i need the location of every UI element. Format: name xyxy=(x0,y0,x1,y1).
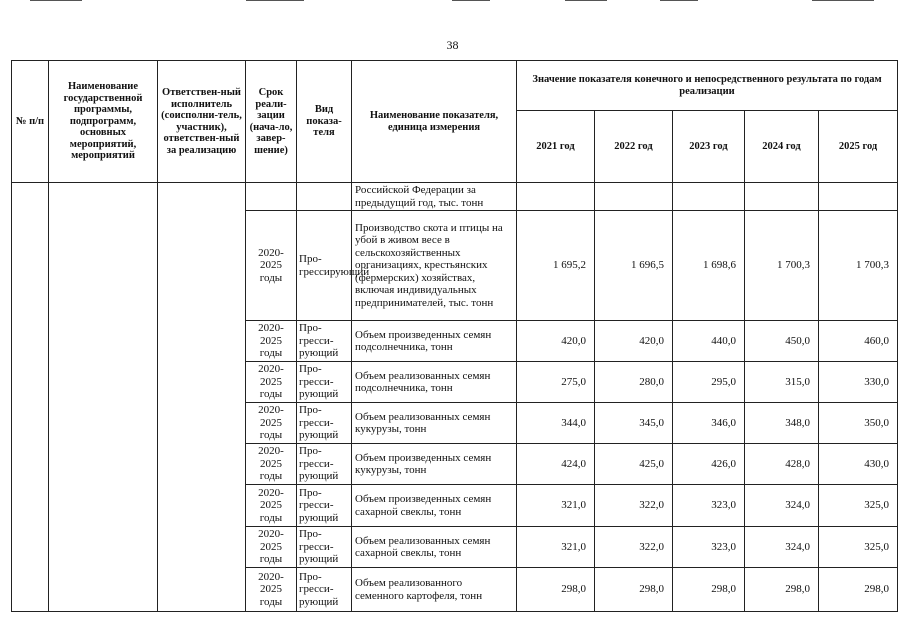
value-cell: 298,0 xyxy=(819,568,898,612)
value-cell: 1 700,3 xyxy=(745,211,819,321)
header-indicator: Наименование показателя, единица измерения xyxy=(352,61,517,183)
header-year: 2025 год xyxy=(819,111,898,183)
header-values-group: Значение показателя конечного и непосредственного результата по годам реализации xyxy=(517,61,898,111)
value-cell: 330,0 xyxy=(819,362,898,403)
type-cell: Про-гресси-рующий xyxy=(297,527,352,568)
value-cell xyxy=(819,183,898,211)
value-cell: 325,0 xyxy=(819,485,898,527)
value-cell: 424,0 xyxy=(517,444,595,485)
type-cell: Про-гресси-рующий xyxy=(297,444,352,485)
term-cell xyxy=(246,183,297,211)
type-cell xyxy=(297,183,352,211)
value-cell: 450,0 xyxy=(745,321,819,362)
type-cell: Про-гресси-рующий xyxy=(297,403,352,444)
value-cell xyxy=(517,183,595,211)
type-cell: Про-гресси-рующий xyxy=(297,362,352,403)
indicator-cell: Российской Федерации за предыдущий год, тыс. тонн xyxy=(352,183,517,211)
value-cell: 322,0 xyxy=(595,527,673,568)
type-cell: Про-гресси-рующий xyxy=(297,321,352,362)
value-cell: 440,0 xyxy=(673,321,745,362)
value-cell: 344,0 xyxy=(517,403,595,444)
program-cell xyxy=(49,183,158,612)
type-cell: Про-гресси-рующий xyxy=(297,568,352,612)
term-cell: 2020-2025 годы xyxy=(246,403,297,444)
value-cell xyxy=(745,183,819,211)
indicator-cell: Объем произведенных семян сахарной свеклы, тонн xyxy=(352,485,517,527)
value-cell: 1 698,6 xyxy=(673,211,745,321)
value-cell: 345,0 xyxy=(595,403,673,444)
type-cell: Про-гресси-рующий xyxy=(297,485,352,527)
term-cell: 2020-2025 годы xyxy=(246,211,297,321)
header-year: 2023 год xyxy=(673,111,745,183)
term-cell: 2020-2025 годы xyxy=(246,362,297,403)
header-year: 2021 год xyxy=(517,111,595,183)
executor-cell xyxy=(158,183,246,612)
indicator-cell: Объем реализованных семян сахарной свеклы, тонн xyxy=(352,527,517,568)
value-cell: 322,0 xyxy=(595,485,673,527)
term-cell: 2020-2025 годы xyxy=(246,485,297,527)
value-cell: 298,0 xyxy=(517,568,595,612)
indicators-table xyxy=(11,60,898,612)
value-cell: 460,0 xyxy=(819,321,898,362)
value-cell: 325,0 xyxy=(819,527,898,568)
value-cell: 426,0 xyxy=(673,444,745,485)
header-type: Вид показа-теля xyxy=(297,61,352,183)
value-cell: 1 700,3 xyxy=(819,211,898,321)
header-year: 2022 год xyxy=(595,111,673,183)
header-num: № п/п xyxy=(12,61,49,183)
value-cell xyxy=(673,183,745,211)
value-cell xyxy=(595,183,673,211)
indicator-cell: Объем произведенных семян кукурузы, тонн xyxy=(352,444,517,485)
header-program: Наименование государственной программы, подпрограмм, основных мероприятий, мероприятий xyxy=(49,61,158,183)
value-cell: 428,0 xyxy=(745,444,819,485)
page-number: 38 xyxy=(446,38,459,52)
value-cell: 1 696,5 xyxy=(595,211,673,321)
value-cell: 324,0 xyxy=(745,527,819,568)
indicator-cell: Объем реализованных семян кукурузы, тонн xyxy=(352,403,517,444)
value-cell: 275,0 xyxy=(517,362,595,403)
indicator-cell: Объем произведенных семян подсолнечника, тонн xyxy=(352,321,517,362)
term-cell: 2020-2025 годы xyxy=(246,321,297,362)
header-term: Срок реали-зации (нача-ло, завер-шение) xyxy=(246,61,297,183)
term-cell: 2020-2025 годы xyxy=(246,444,297,485)
term-cell: 2020-2025 годы xyxy=(246,527,297,568)
type-cell: Про-грессирующий xyxy=(297,211,352,321)
value-cell: 420,0 xyxy=(517,321,595,362)
num-cell xyxy=(12,183,49,612)
value-cell: 425,0 xyxy=(595,444,673,485)
value-cell: 430,0 xyxy=(819,444,898,485)
value-cell: 298,0 xyxy=(595,568,673,612)
value-cell: 323,0 xyxy=(673,485,745,527)
value-cell: 295,0 xyxy=(673,362,745,403)
table-row-continuation xyxy=(12,183,898,211)
value-cell: 346,0 xyxy=(673,403,745,444)
value-cell: 298,0 xyxy=(673,568,745,612)
header-year: 2024 год xyxy=(745,111,819,183)
indicator-cell: Производство скота и птицы на убой в живом весе в сельскохозяйственных организациях, крестьянских (фермерских) хозяйствах, включая индивидуальных предпринимателей, тыс. тонн xyxy=(352,211,517,321)
value-cell: 420,0 xyxy=(595,321,673,362)
header-executor: Ответствен-ный исполнитель (соисполни-тель, участник), ответствен-ный за реализацию xyxy=(158,61,246,183)
value-cell: 1 695,2 xyxy=(517,211,595,321)
value-cell: 324,0 xyxy=(745,485,819,527)
value-cell: 321,0 xyxy=(517,527,595,568)
value-cell: 323,0 xyxy=(673,527,745,568)
indicator-cell: Объем реализованного семенного картофеля, тонн xyxy=(352,568,517,612)
value-cell: 350,0 xyxy=(819,403,898,444)
term-cell: 2020-2025 годы xyxy=(246,568,297,612)
value-cell: 348,0 xyxy=(745,403,819,444)
value-cell: 321,0 xyxy=(517,485,595,527)
value-cell: 298,0 xyxy=(745,568,819,612)
value-cell: 315,0 xyxy=(745,362,819,403)
indicator-cell: Объем реализованных семян подсолнечника, тонн xyxy=(352,362,517,403)
value-cell: 280,0 xyxy=(595,362,673,403)
